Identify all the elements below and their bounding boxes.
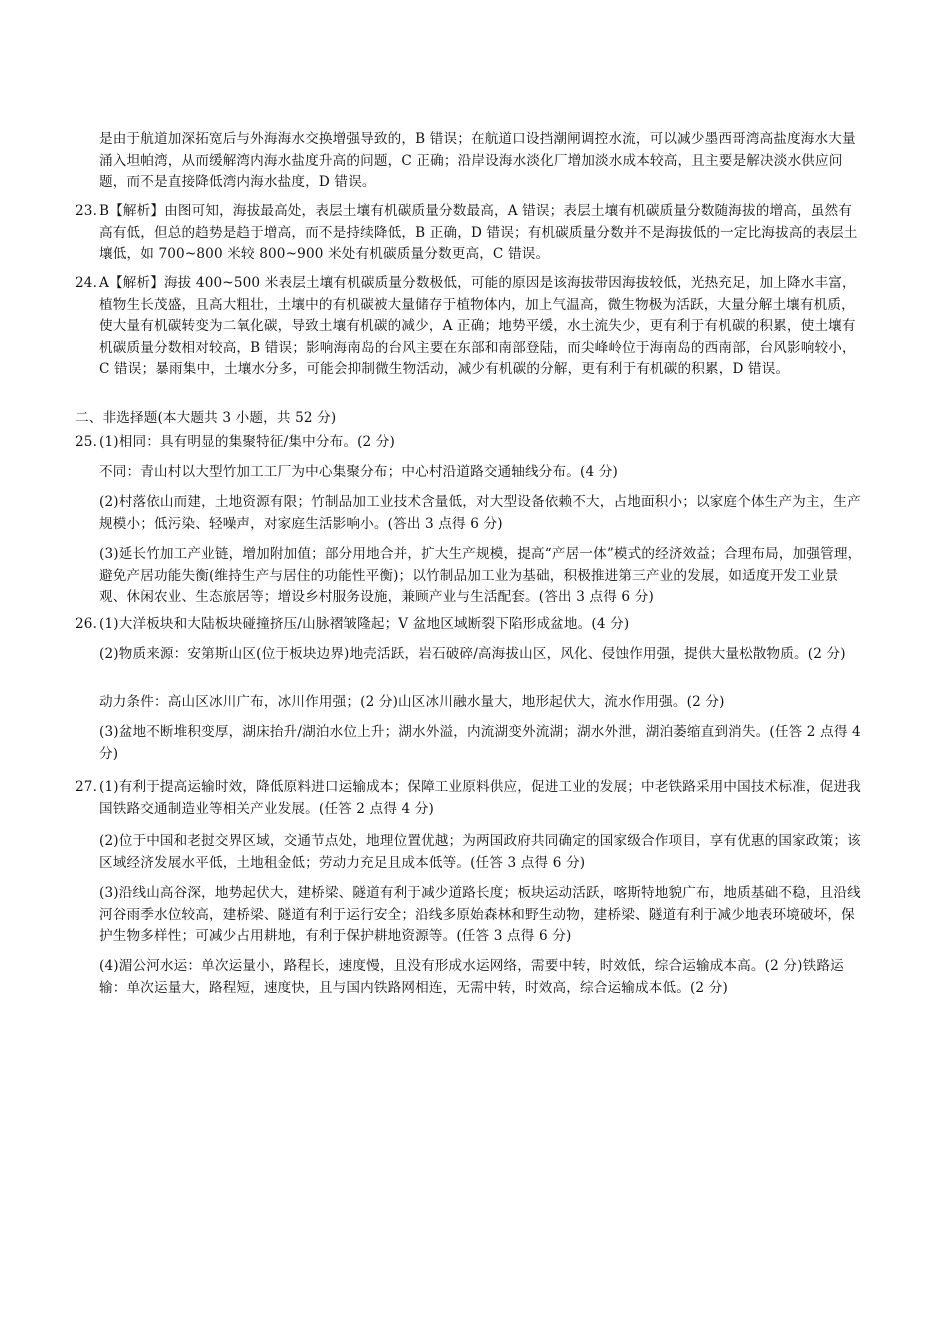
question-25-part-3: (3)延长竹加工产业链，增加附加值；部分用地合并，扩大生产规模，提高“产居一体”模式的经济效益；合理布局，加强管理，避免产居功能失衡(维持生产与居住的功能性平衡)；以竹制品加工业为基础，积极推进第三产业的发展，如适度开发工业景观、休闲农业、生态旅居等；增设乡村服务设施，兼顾产业与生活配套。(答出 3 点得 6 分) [99, 546, 862, 605]
question-26-part-3: (3)盆地不断堆积变厚，湖床抬升/湖泊水位上升；湖水外溢，内流湖变外流湖；湖水外泄，湖泊萎缩直到消失。(任答 2 点得 4 分) [99, 724, 861, 762]
question-27-part-1: (1)有利于提高运输时效，降低原料进口运输成本；保障工业原料供应，促进工业的发展；中老铁路采用中国技术标准，促进我国铁路交通制造业等相关产业发展。(任答 2 点得 4 分) [99, 779, 861, 817]
question-26 [75, 614, 895, 636]
intro-continuation-paragraph: 是由于航道加深拓宽后与外海海水交换增强导致的，B 错误；在航道口设挡潮闸调控水流，可以减少墨西哥湾高盐度海水大量涌入坦帕湾，从而缓解湾内海水盐度升高的问题，C 正确；沿岸设海水淡化厂增加淡水成本较高，且主要是解决淡水供应问题，而不是直接降低湾内海水盐度，D 错误。 [99, 131, 856, 190]
question-27-part-4: (4)湄公河水运：单次运量小，路程长，速度慢，且没有形成水运网络，需要中转，时效低，综合运输成本高。(2 分)铁路运输：单次运量大，路程短，速度快，且与国内铁路网相连，无需中转，时效高，综合运输成本低。(2 分) [99, 958, 844, 996]
question-23-number: 23. [75, 203, 98, 219]
question-25-part-1: (1)相同：具有明显的集聚特征/集中分布。(2 分) [99, 434, 395, 450]
question-27-part-3: (3)沿线山高谷深，地势起伏大，建桥梁、隧道有利于减少道路长度；板块运动活跃，喀斯特地貌广布，地质基础不稳，且沿线河谷雨季水位较高，建桥梁、隧道有利于运行安全；沿线多原始森林和野生动物，建桥梁、隧道有利于减少地表环境破坏，保护生物多样性；可减少占用耕地，有利于保护耕地资源等。(任答 3 点得 6 分) [99, 885, 861, 944]
question-23-answer: B【解析】由图可知，海拔最高处，表层土壤有机碳质量分数最高，A 错误；表层土壤有机碳质量分数随海拔的增高，虽然有高有低，但总的趋势是趋于增高，而不是持续降低，B 正确，D 错误；有机碳质量分数并不是海拔低的一定比海拔高的表层土壤低，如 700~800 米较 800~900 米处有机碳质量分数更高，C 错误。 [99, 203, 858, 262]
question-24 [75, 273, 865, 403]
question-27-part-2: (2)位于中国和老挝交界区域，交通节点处，地理位置优越；为两国政府共同确定的国家级合作项目，享有优惠的国家政策；该区域经济发展水平低，土地租金低；劳动力充足且成本低等。(任答 3 点得 6 分) [99, 833, 861, 871]
question-26-part-2: (2)物质来源：安第斯山区(位于板块边界)地壳活跃，岩石破碎/高海拔山区，风化、侵蚀作用强，提供大量松散物质。(2 分) [99, 646, 846, 662]
question-27 [75, 777, 865, 821]
question-26-number: 26. [75, 616, 98, 632]
question-27-number: 27. [75, 779, 98, 795]
question-25-part-2: (2)村落依山而建，土地资源有限；竹制品加工业技术含量低，对大型设备依赖不大，占地面积小；以家庭个体生产为主，生产规模小；低污染、轻噪声，对家庭生活影响小。(答出 3 点得 6 分) [99, 494, 861, 532]
question-24-answer: A【解析】海拔 400~500 米表层土壤有机碳质量分数极低，可能的原因是该海拔带因海拔较低，光热充足，加上降水丰富，植物生长茂盛，且高大粗壮，土壤中的有机碳被大量储存于植物体内，加上气温高，微生物极为活跃，大量分解土壤有机质，使大量有机碳转变为二氧化碳，导致土壤有机碳的减少，A 正确；地势平缓，水土流失少，更有利于有机碳的积累，使土壤有机碳质量分数相对较高，B 错误；影响海南岛的台风主要在东部和南部登陆，而尖峰岭位于海南岛的西南部，台风影响较小，C 错误；暴雨集中，土壤水分多，可能会抑制微生物活动，减少有机碳的分解，更有利于有机碳的积累，D 错误。 [99, 275, 856, 377]
question-23 [75, 201, 865, 267]
question-25-number: 25. [75, 434, 98, 450]
question-24-number: 24. [75, 275, 98, 291]
question-25 [75, 432, 895, 454]
question-25-different: 不同：青山村以大型竹加工工厂为中心集聚分布；中心村沿道路交通轴线分布。(4 分) [99, 464, 618, 480]
question-26-dynamic-conditions: 动力条件：高山区冰川广布，冰川作用强；(2 分)山区冰川融水量大，地形起伏大，流水作用强。(2 分) [99, 694, 725, 710]
section-2-heading: 二、非选择题(本大题共 3 小题，共 52 分) [75, 410, 337, 426]
question-26-part-1: (1)大洋板块和大陆板块碰撞挤压/山脉褶皱隆起；V 盆地区域断裂下陷形成盆地。(4 分) [99, 616, 630, 632]
